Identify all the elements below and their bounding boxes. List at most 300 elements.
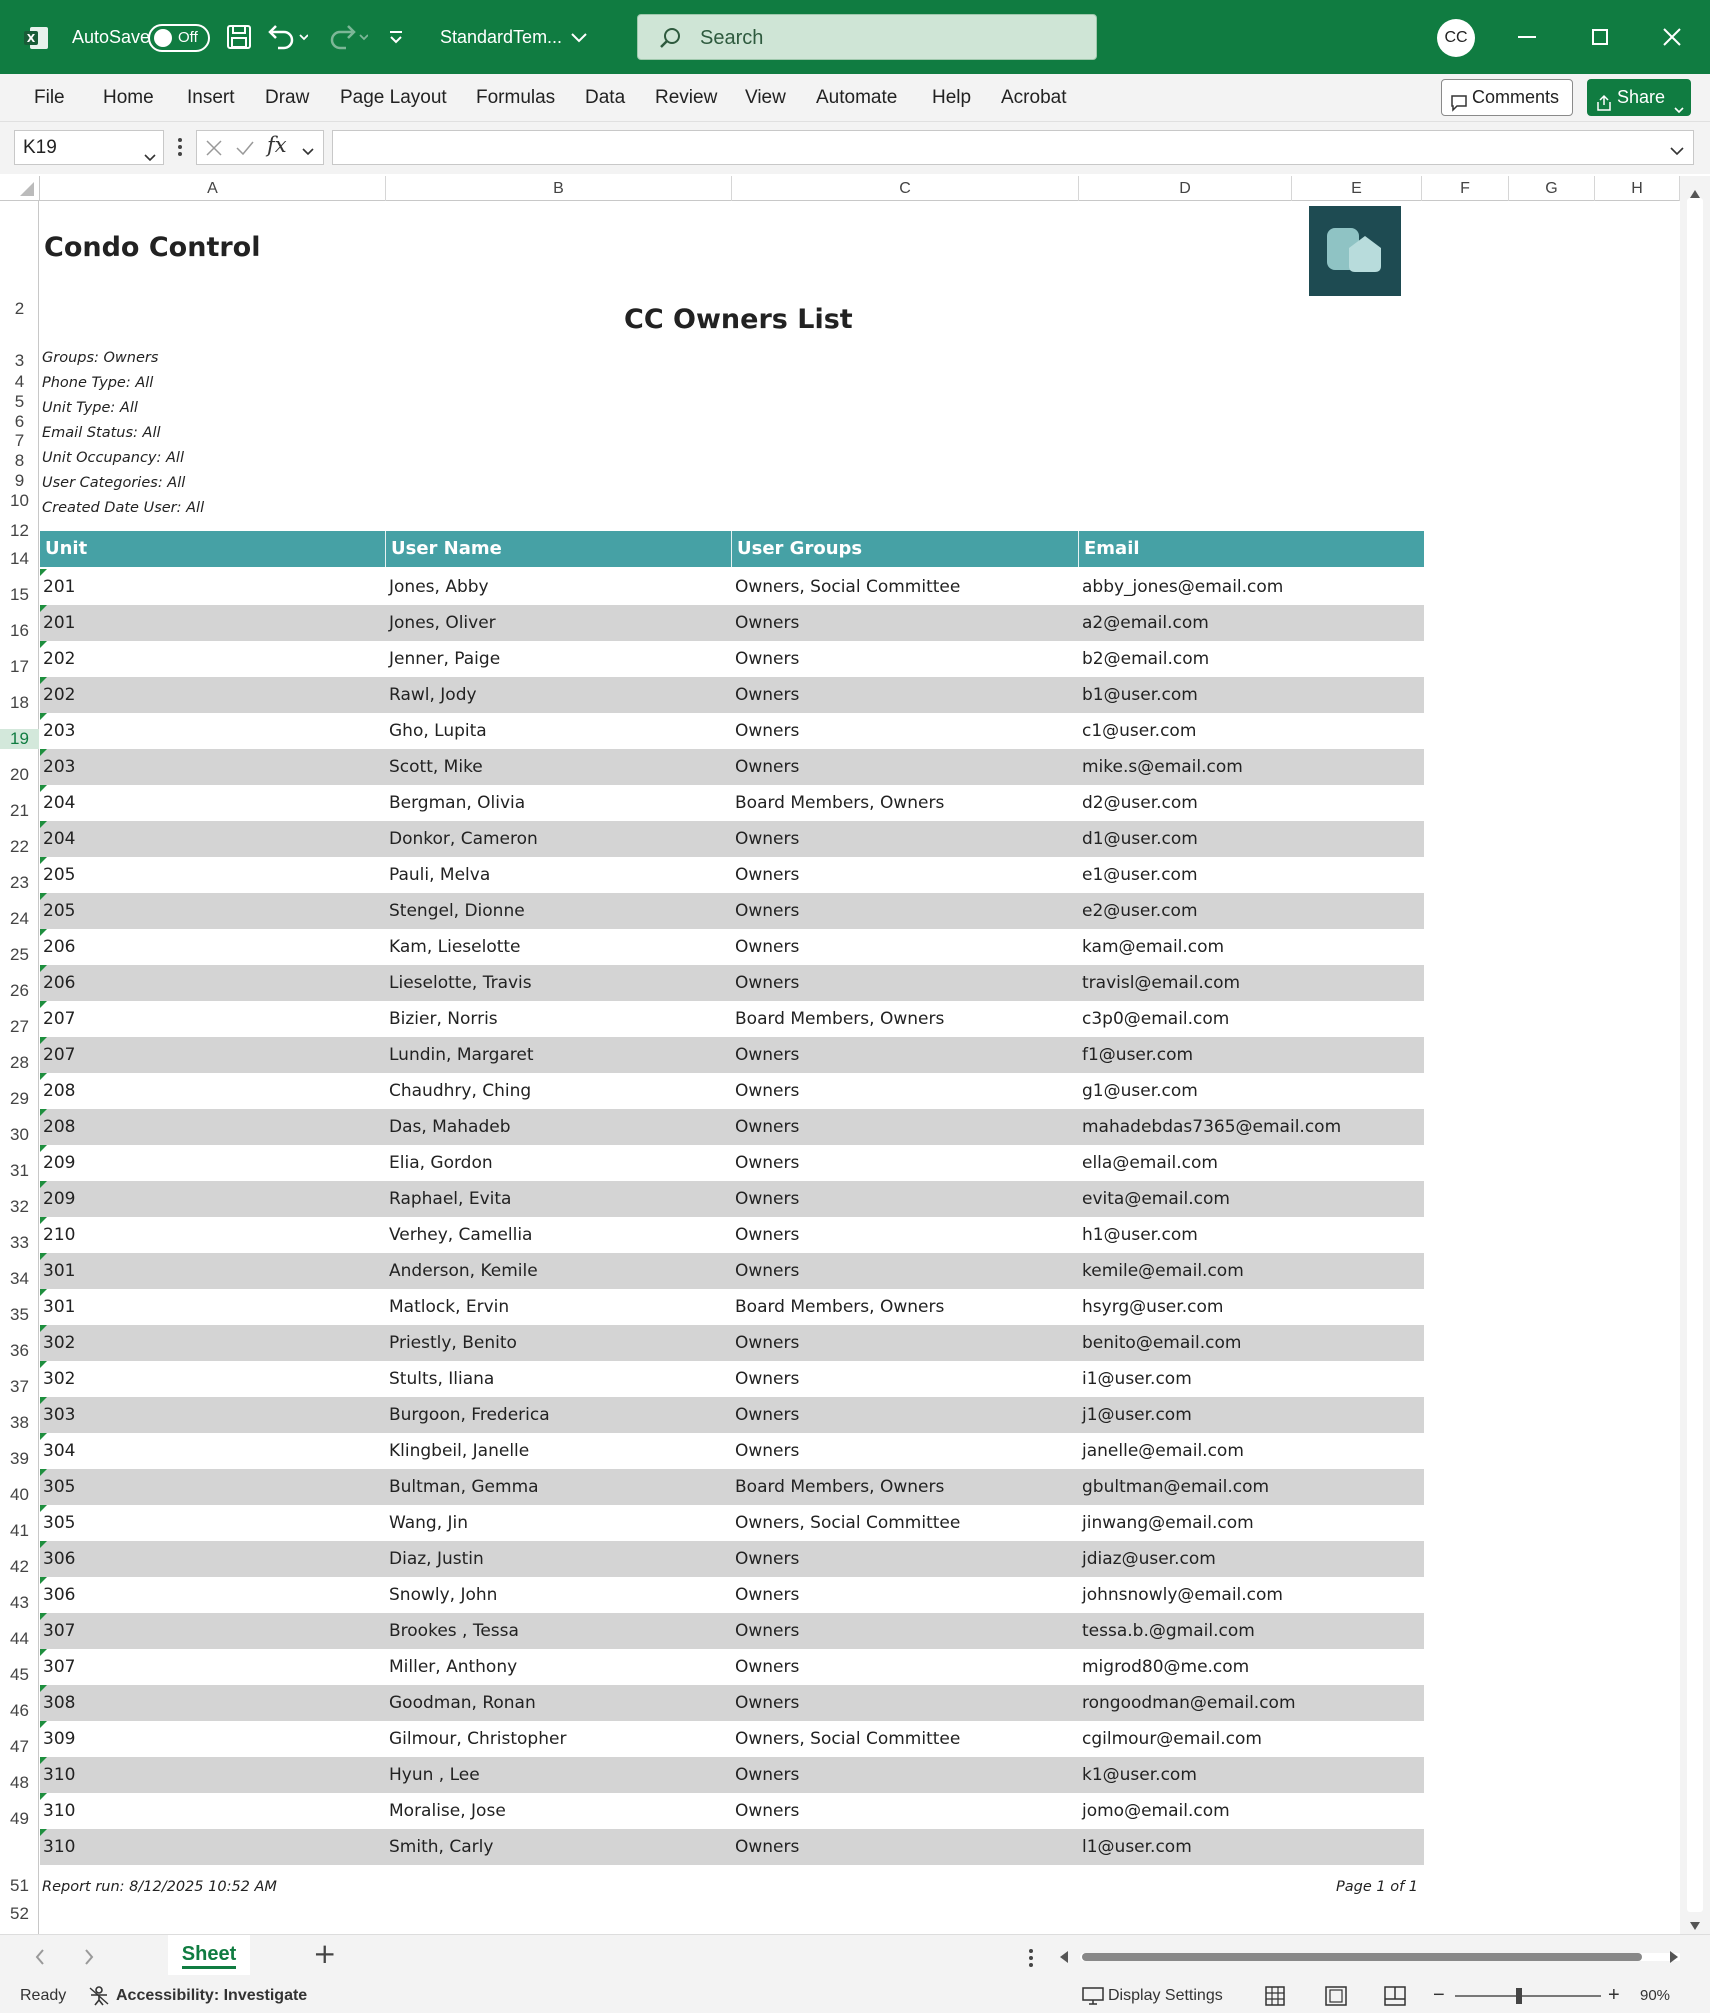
unit-cell[interactable]: 306 [43, 1549, 76, 1569]
email-cell[interactable]: abby_jones@email.com [1082, 577, 1284, 597]
email-cell[interactable]: g1@user.com [1082, 1081, 1198, 1101]
row-header[interactable]: 17 [10, 657, 29, 676]
row-header[interactable]: 35 [10, 1305, 29, 1324]
prev-sheet-icon[interactable] [34, 1948, 46, 1970]
row-header[interactable]: 38 [10, 1413, 29, 1432]
user-groups-cell[interactable]: Board Members, Owners [735, 1009, 945, 1029]
unit-cell[interactable]: 209 [43, 1153, 76, 1173]
cancel-entry-icon[interactable] [205, 139, 223, 161]
email-cell[interactable]: l1@user.com [1082, 1837, 1192, 1857]
close-icon[interactable] [1662, 27, 1682, 51]
zoom-in-icon[interactable]: + [1608, 1984, 1620, 2006]
user-groups-cell[interactable]: Owners [735, 1765, 800, 1785]
user-name-cell[interactable]: Kam, Lieselotte [389, 937, 521, 957]
user-name-cell[interactable]: Klingbeil, Janelle [389, 1441, 530, 1461]
user-name-cell[interactable]: Moralise, Jose [389, 1801, 506, 1821]
unit-cell[interactable]: 302 [43, 1369, 76, 1389]
email-cell[interactable]: jinwang@email.com [1082, 1513, 1254, 1533]
filename[interactable]: StandardTem... [440, 27, 563, 47]
user-groups-cell[interactable]: Owners, Social Committee [735, 1513, 961, 1533]
unit-cell[interactable]: 204 [43, 793, 76, 813]
user-name-cell[interactable]: Jones, Oliver [389, 613, 496, 633]
email-cell[interactable]: travisl@email.com [1082, 973, 1241, 993]
row-header[interactable]: 39 [10, 1449, 29, 1468]
table-row[interactable] [40, 1289, 1424, 1325]
user-name-cell[interactable]: Snowly, John [389, 1585, 498, 1605]
user-name-cell[interactable]: Smith, Carly [389, 1837, 494, 1857]
unit-cell[interactable]: 204 [43, 829, 76, 849]
unit-cell[interactable]: 303 [43, 1405, 76, 1425]
insert-function-icon[interactable]: fx [267, 133, 287, 157]
comment-icon [1450, 89, 1468, 124]
user-name-cell[interactable]: Bergman, Olivia [389, 793, 526, 813]
formula-input[interactable] [332, 130, 1694, 165]
email-cell[interactable]: gbultman@email.com [1082, 1477, 1270, 1497]
user-name-cell[interactable]: Elia, Gordon [389, 1153, 493, 1173]
unit-cell[interactable]: 301 [43, 1261, 76, 1281]
search-box[interactable] [637, 14, 1097, 60]
row-header[interactable]: 9 [14, 471, 25, 490]
column-header-b[interactable]: B [386, 176, 732, 201]
unit-cell[interactable]: 202 [43, 685, 76, 705]
tab-help[interactable]: Help [932, 87, 972, 108]
page-break-view-icon[interactable] [1384, 1986, 1406, 2011]
user-name-cell[interactable]: Jones, Abby [389, 577, 489, 597]
row-header[interactable]: 40 [10, 1485, 29, 1504]
table-row[interactable] [40, 785, 1424, 821]
row-header[interactable]: 21 [10, 801, 29, 820]
user-name-cell[interactable]: Burgoon, Frederica [389, 1405, 550, 1425]
row-header[interactable]: 51 [10, 1876, 29, 1895]
tab-bar-options-icon[interactable] [1028, 1947, 1034, 1973]
column-header-h[interactable]: H [1595, 176, 1680, 201]
column-header-a[interactable]: A [40, 176, 386, 201]
user-groups-cell[interactable]: Owners [735, 1045, 800, 1065]
table-row[interactable] [40, 677, 1424, 713]
row-header[interactable]: 7 [14, 431, 25, 450]
table-row[interactable] [40, 1145, 1424, 1181]
email-cell[interactable]: johnsnowly@email.com [1082, 1585, 1283, 1605]
tab-data[interactable]: Data [585, 87, 626, 108]
table-row[interactable] [40, 569, 1424, 605]
vertical-scroll-track[interactable] [1687, 198, 1703, 1912]
user-name-cell[interactable]: Lieselotte, Travis [389, 973, 532, 993]
table-row[interactable] [40, 1721, 1424, 1757]
user-name-cell[interactable]: Raphael, Evita [389, 1189, 512, 1209]
share-button[interactable] [1587, 79, 1691, 116]
unit-cell[interactable]: 201 [43, 577, 76, 597]
column-header-g[interactable]: G [1509, 176, 1595, 201]
table-row[interactable] [40, 857, 1424, 893]
minimize-icon[interactable] [1518, 36, 1536, 38]
user-name-cell[interactable]: Gilmour, Christopher [389, 1729, 567, 1749]
user-groups-cell[interactable]: Owners [735, 1117, 800, 1137]
table-row[interactable] [40, 1541, 1424, 1577]
tab-acrobat[interactable]: Acrobat [1001, 87, 1067, 108]
table-row[interactable] [40, 749, 1424, 785]
user-name-cell[interactable]: Wang, Jin [389, 1513, 469, 1533]
user-groups-cell[interactable]: Owners [735, 685, 800, 705]
unit-cell[interactable]: 304 [43, 1441, 76, 1461]
comments-button[interactable] [1441, 79, 1573, 116]
unit-cell[interactable]: 205 [43, 865, 76, 885]
table-row[interactable] [40, 641, 1424, 677]
email-cell[interactable]: hsyrg@user.com [1082, 1297, 1224, 1317]
table-row[interactable] [40, 929, 1424, 965]
user-groups-cell[interactable]: Board Members, Owners [735, 793, 945, 813]
user-groups-cell[interactable]: Owners [735, 1261, 800, 1281]
name-box[interactable] [14, 130, 164, 165]
user-groups-cell[interactable]: Owners [735, 973, 800, 993]
table-row[interactable] [40, 1793, 1424, 1829]
user-groups-cell[interactable]: Owners [735, 1333, 800, 1353]
email-cell[interactable]: h1@user.com [1082, 1225, 1198, 1245]
tab-review[interactable]: Review [655, 87, 718, 108]
undo-icon[interactable] [266, 22, 308, 56]
table-row[interactable] [40, 1361, 1424, 1397]
email-cell[interactable]: benito@email.com [1082, 1333, 1242, 1353]
user-groups-cell[interactable]: Owners [735, 721, 800, 741]
toggle-knob [154, 29, 172, 47]
user-name-cell[interactable]: Anderson, Kemile [389, 1261, 538, 1281]
sheet-tab-label: Sheet [181, 1943, 237, 1965]
email-cell[interactable]: jdiaz@user.com [1082, 1549, 1216, 1569]
email-cell[interactable]: i1@user.com [1082, 1369, 1192, 1389]
row-header[interactable]: 26 [10, 981, 29, 1000]
maximize-icon[interactable] [1592, 29, 1608, 45]
page-layout-view-icon[interactable] [1325, 1986, 1347, 2011]
table-row[interactable] [40, 1325, 1424, 1361]
table-row[interactable] [40, 1757, 1424, 1793]
table-row[interactable] [40, 1037, 1424, 1073]
user-name-cell[interactable]: Gho, Lupita [389, 721, 487, 741]
unit-cell[interactable]: 302 [43, 1333, 76, 1353]
email-cell[interactable]: migrod80@me.com [1082, 1657, 1250, 1677]
tab-page-layout[interactable]: Page Layout [340, 87, 447, 108]
table-row[interactable] [40, 1613, 1424, 1649]
unit-cell[interactable]: 207 [43, 1045, 76, 1065]
table-row[interactable] [40, 713, 1424, 749]
user-name-cell[interactable]: Stults, Iliana [389, 1369, 495, 1389]
unit-cell[interactable]: 202 [43, 649, 76, 669]
unit-cell[interactable]: 310 [43, 1801, 76, 1821]
add-sheet-button[interactable]: + [313, 1937, 337, 1970]
unit-cell[interactable]: 310 [43, 1765, 76, 1785]
row-header[interactable]: 3 [14, 351, 25, 370]
row-header[interactable]: 46 [10, 1701, 29, 1720]
user-name-cell[interactable]: Miller, Anthony [389, 1657, 518, 1677]
email-cell[interactable]: evita@email.com [1082, 1189, 1230, 1209]
user-groups-cell[interactable]: Owners [735, 901, 800, 921]
horizontal-scrollbar[interactable] [1058, 1949, 1680, 1965]
user-groups-cell[interactable]: Owners [735, 1441, 800, 1461]
user-groups-cell[interactable]: Owners [735, 1693, 800, 1713]
email-cell[interactable]: tessa.b.@gmail.com [1082, 1621, 1255, 1641]
worksheet-grid[interactable] [0, 176, 1680, 1934]
unit-cell[interactable]: 308 [43, 1693, 76, 1713]
expand-formula-chevron-icon[interactable] [1669, 142, 1685, 161]
unit-cell[interactable]: 209 [43, 1189, 76, 1209]
user-name-cell[interactable]: Donkor, Cameron [389, 829, 538, 849]
row-header[interactable]: 22 [10, 837, 29, 856]
table-row[interactable] [40, 1397, 1424, 1433]
customize-qat-icon[interactable] [388, 30, 404, 50]
display-settings-button[interactable]: Display Settings [1108, 1987, 1223, 2004]
vertical-scrollbar[interactable] [1680, 176, 1710, 1934]
email-cell[interactable]: kam@email.com [1082, 937, 1225, 957]
user-name-cell[interactable]: Brookes , Tessa [389, 1621, 519, 1641]
table-row[interactable] [40, 1577, 1424, 1613]
zoom-level[interactable]: 90% [1640, 1987, 1671, 2004]
unit-cell[interactable]: 206 [43, 937, 76, 957]
accessibility-status[interactable]: Accessibility: Investigate [116, 1987, 308, 2004]
sheet-tab-sheet[interactable] [168, 1935, 250, 1975]
email-cell[interactable]: j1@user.com [1082, 1405, 1192, 1425]
row-header[interactable]: 10 [10, 491, 29, 510]
row-header[interactable]: 8 [14, 451, 25, 470]
unit-cell[interactable]: 305 [43, 1477, 76, 1497]
tab-automate[interactable]: Automate [816, 87, 898, 108]
table-row[interactable] [40, 1109, 1424, 1145]
redo-icon[interactable] [326, 22, 368, 56]
user-name-cell[interactable]: Hyun , Lee [389, 1765, 480, 1785]
table-row[interactable] [40, 1433, 1424, 1469]
unit-cell[interactable]: 203 [43, 721, 76, 741]
table-row[interactable] [40, 1001, 1424, 1037]
column-header-d[interactable]: D [1079, 176, 1292, 201]
user-groups-cell[interactable]: Owners [735, 1369, 800, 1389]
unit-cell[interactable]: 307 [43, 1621, 76, 1641]
email-cell[interactable]: d2@user.com [1082, 793, 1198, 813]
row-header[interactable]: 47 [10, 1737, 29, 1756]
svg-text:X: X [26, 32, 36, 45]
user-name-cell[interactable]: Bultman, Gemma [389, 1477, 539, 1497]
row-header[interactable]: 44 [10, 1629, 29, 1648]
table-row[interactable] [40, 1685, 1424, 1721]
user-name-cell[interactable]: Matlock, Ervin [389, 1297, 510, 1317]
user-name-cell[interactable]: Stengel, Dionne [389, 901, 525, 921]
unit-cell[interactable]: 307 [43, 1657, 76, 1677]
row-header[interactable]: 33 [10, 1233, 29, 1252]
email-cell[interactable]: d1@user.com [1082, 829, 1198, 849]
user-groups-cell[interactable]: Owners [735, 1801, 800, 1821]
email-cell[interactable]: janelle@email.com [1082, 1441, 1244, 1461]
user-name-cell[interactable]: Goodman, Ronan [389, 1693, 536, 1713]
table-row[interactable] [40, 965, 1424, 1001]
row-header[interactable]: 48 [10, 1773, 29, 1792]
email-cell[interactable]: f1@user.com [1082, 1045, 1194, 1065]
email-cell[interactable]: rongoodman@email.com [1082, 1693, 1296, 1713]
user-name-cell[interactable]: Rawl, Jody [389, 685, 477, 705]
user-groups-cell[interactable]: Owners, Social Committee [735, 1729, 961, 1749]
zoom-slider-thumb[interactable] [1516, 1988, 1522, 2004]
user-name-cell[interactable]: Verhey, Camellia [389, 1225, 533, 1245]
row-header[interactable]: 12 [10, 521, 29, 540]
unit-cell[interactable]: 305 [43, 1513, 76, 1533]
unit-cell[interactable]: 210 [43, 1225, 76, 1245]
row-header[interactable]: 43 [10, 1593, 29, 1612]
confirm-entry-icon[interactable] [235, 139, 255, 161]
table-row[interactable] [40, 821, 1424, 857]
user-name-cell[interactable]: Diaz, Justin [389, 1549, 484, 1569]
unit-cell[interactable]: 206 [43, 973, 76, 993]
row-header[interactable]: 14 [10, 549, 29, 568]
email-cell[interactable]: e2@user.com [1082, 901, 1198, 921]
email-cell[interactable]: e1@user.com [1082, 865, 1198, 885]
table-row[interactable] [40, 1649, 1424, 1685]
row-header[interactable]: 23 [10, 873, 29, 892]
row-header[interactable]: 6 [14, 412, 25, 431]
user-groups-cell[interactable]: Owners [735, 1405, 800, 1425]
row-header[interactable]: 41 [10, 1521, 29, 1540]
user-groups-cell[interactable]: Owners [735, 1585, 800, 1605]
unit-cell[interactable]: 306 [43, 1585, 76, 1605]
table-row[interactable] [40, 1073, 1424, 1109]
user-groups-cell[interactable]: Owners [735, 937, 800, 957]
email-cell[interactable]: ella@email.com [1082, 1153, 1218, 1173]
row-header[interactable]: 45 [10, 1665, 29, 1684]
more-options-icon[interactable] [177, 136, 183, 162]
tab-file[interactable]: File [34, 87, 65, 108]
column-header-e[interactable]: E [1292, 176, 1422, 201]
row-header[interactable]: 52 [10, 1904, 29, 1923]
column-header-c[interactable]: C [732, 176, 1079, 201]
select-all-corner[interactable] [0, 176, 40, 201]
row-header[interactable]: 20 [10, 765, 29, 784]
row-header[interactable]: 37 [10, 1377, 29, 1396]
user-groups-cell[interactable]: Owners [735, 1621, 800, 1641]
email-cell[interactable]: b2@email.com [1082, 649, 1210, 669]
user-groups-cell[interactable]: Owners [735, 649, 800, 669]
unit-cell[interactable]: 301 [43, 1297, 76, 1317]
row-header[interactable]: 31 [10, 1161, 29, 1180]
unit-cell[interactable]: 208 [43, 1081, 76, 1101]
save-icon[interactable] [226, 24, 252, 54]
user-groups-cell[interactable]: Owners [735, 829, 800, 849]
report-run-timestamp: Report run: 8/12/2025 10:52 AM [42, 1879, 277, 1895]
row-header[interactable]: 49 [10, 1809, 29, 1828]
table-row[interactable] [40, 1217, 1424, 1253]
user-groups-cell[interactable]: Owners [735, 865, 800, 885]
column-header-f[interactable]: F [1422, 176, 1509, 201]
scroll-down-arrow-icon[interactable] [1689, 1916, 1701, 1935]
table-row[interactable] [40, 1829, 1424, 1865]
unit-cell[interactable]: 310 [43, 1837, 76, 1857]
tab-home[interactable]: Home [103, 87, 154, 108]
table-row[interactable] [40, 605, 1424, 641]
page-number: Page 1 of 1 [1336, 1879, 1419, 1895]
user-groups-cell[interactable]: Owners [735, 613, 800, 633]
user-groups-cell[interactable]: Owners [735, 757, 800, 777]
user-name-cell[interactable]: Priestly, Benito [389, 1333, 517, 1353]
user-groups-cell[interactable]: Board Members, Owners [735, 1477, 945, 1497]
table-row[interactable] [40, 1505, 1424, 1541]
row-header[interactable]: 2 [14, 299, 25, 318]
row-header[interactable]: 28 [10, 1053, 29, 1072]
row-header[interactable]: 18 [10, 693, 29, 712]
user-groups-cell[interactable]: Owners, Social Committee [735, 577, 961, 597]
email-cell[interactable]: b1@user.com [1082, 685, 1198, 705]
user-name-cell[interactable]: Chaudhry, Ching [389, 1081, 532, 1101]
unit-cell[interactable]: 208 [43, 1117, 76, 1137]
autosave-toggle[interactable] [148, 24, 210, 52]
user-groups-cell[interactable]: Owners [735, 1081, 800, 1101]
email-cell[interactable]: c3p0@email.com [1082, 1009, 1230, 1029]
unit-cell[interactable]: 205 [43, 901, 76, 921]
row-header[interactable]: 29 [10, 1089, 29, 1108]
tab-view[interactable]: View [745, 87, 786, 108]
table-row[interactable] [40, 1181, 1424, 1217]
filename-chevron-down-icon[interactable] [570, 30, 588, 49]
tab-draw[interactable]: Draw [265, 87, 310, 108]
table-row[interactable] [40, 1469, 1424, 1505]
row-header[interactable]: 36 [10, 1341, 29, 1360]
unit-cell[interactable]: 207 [43, 1009, 76, 1029]
row-header[interactable]: 19 [0, 729, 39, 749]
tab-insert[interactable]: Insert [187, 87, 235, 108]
row-header[interactable]: 32 [10, 1197, 29, 1216]
email-cell[interactable]: mahadebdas7365@email.com [1082, 1117, 1342, 1137]
user-groups-cell[interactable]: Owners [735, 1153, 800, 1173]
user-name-cell[interactable]: Lundin, Margaret [389, 1045, 534, 1065]
next-sheet-icon[interactable] [83, 1948, 95, 1970]
user-avatar[interactable]: CC [1437, 19, 1475, 57]
email-cell[interactable]: jomo@email.com [1082, 1801, 1230, 1821]
email-cell[interactable]: kemile@email.com [1082, 1261, 1244, 1281]
row-header[interactable]: 34 [10, 1269, 29, 1288]
table-row[interactable] [40, 1253, 1424, 1289]
email-cell[interactable]: cgilmour@email.com [1082, 1729, 1262, 1749]
email-cell[interactable]: mike.s@email.com [1082, 757, 1243, 777]
table-header-cell: Email [1079, 531, 1424, 567]
unit-cell[interactable]: 201 [43, 613, 76, 633]
zoom-slider[interactable] [1455, 1995, 1601, 1997]
row-header[interactable]: 27 [10, 1017, 29, 1036]
row-header[interactable]: 25 [10, 945, 29, 964]
email-cell[interactable]: k1@user.com [1082, 1765, 1197, 1785]
email-cell[interactable]: c1@user.com [1082, 721, 1197, 741]
user-groups-cell[interactable]: Board Members, Owners [735, 1297, 945, 1317]
filter-line: Created Date User: All [42, 500, 205, 516]
row-header[interactable]: 30 [10, 1125, 29, 1144]
user-groups-cell[interactable]: Owners [735, 1657, 800, 1677]
user-groups-cell[interactable]: Owners [735, 1837, 800, 1857]
row-header[interactable]: 16 [10, 621, 29, 640]
user-name-cell[interactable]: Bizier, Norris [389, 1009, 498, 1029]
email-cell[interactable]: a2@email.com [1082, 613, 1209, 633]
user-name-cell[interactable]: Scott, Mike [389, 757, 483, 777]
tab-formulas[interactable]: Formulas [476, 87, 556, 108]
fx-chevron-down-icon[interactable] [301, 143, 315, 162]
row-header[interactable]: 42 [10, 1557, 29, 1576]
user-groups-cell[interactable]: Owners [735, 1549, 800, 1569]
active-tab-underline [182, 1966, 236, 1969]
user-groups-cell[interactable]: Owners [735, 1189, 800, 1209]
row-header[interactable]: 5 [14, 392, 25, 411]
unit-cell[interactable]: 309 [43, 1729, 76, 1749]
user-groups-cell[interactable]: Owners [735, 1225, 800, 1245]
user-name-cell[interactable]: Jenner, Paige [389, 649, 501, 669]
user-name-cell[interactable]: Pauli, Melva [389, 865, 491, 885]
table-row[interactable] [40, 893, 1424, 929]
row-header[interactable]: 4 [14, 372, 25, 391]
row-header[interactable]: 15 [10, 585, 29, 604]
user-name-cell[interactable]: Das, Mahadeb [389, 1117, 511, 1137]
zoom-out-icon[interactable]: − [1433, 1984, 1445, 2006]
row-header[interactable]: 24 [10, 909, 29, 928]
unit-cell[interactable]: 203 [43, 757, 76, 777]
normal-view-icon[interactable] [1265, 1986, 1285, 2011]
